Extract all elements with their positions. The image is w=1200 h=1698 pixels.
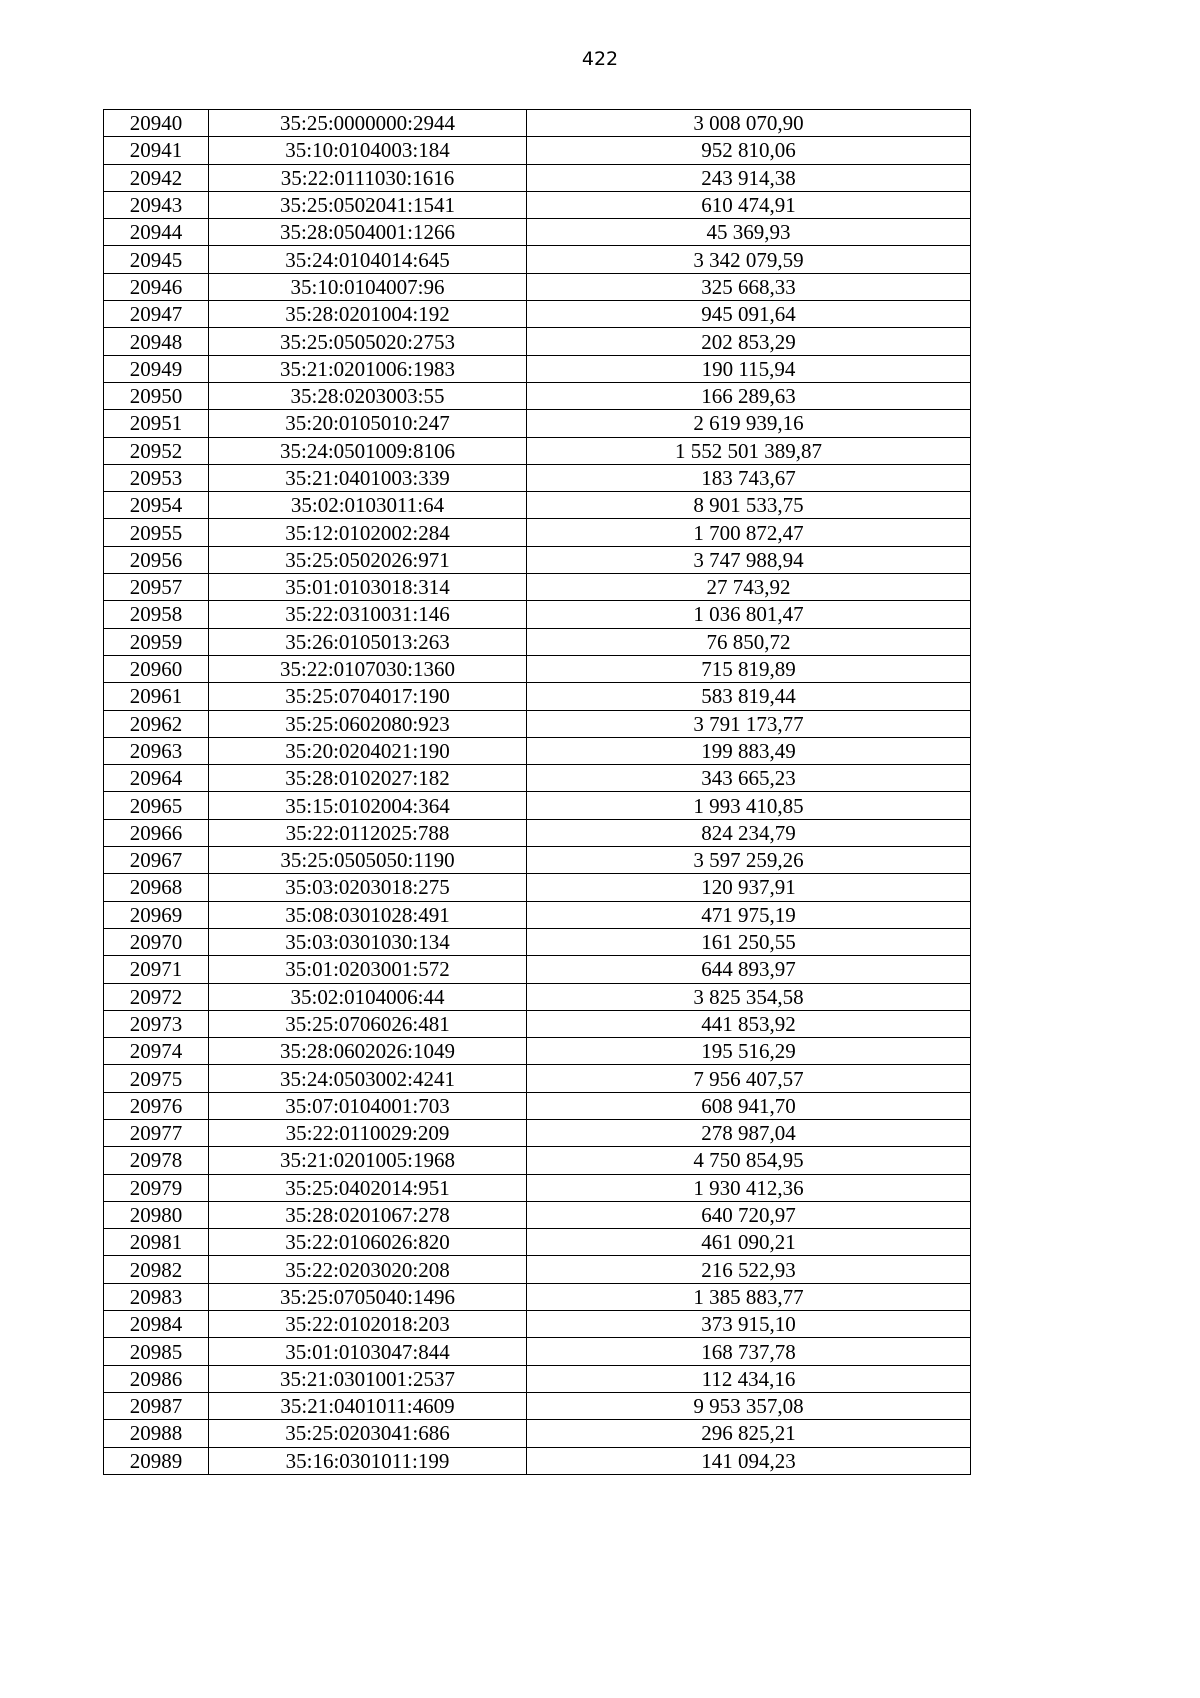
row-number-cell: 20985 — [104, 1338, 209, 1365]
table-row — [104, 1283, 971, 1310]
value-cell: 278 987,04 — [527, 1119, 971, 1146]
row-number-cell: 20963 — [104, 737, 209, 764]
row-number-cell: 20967 — [104, 847, 209, 874]
cadastral-number-cell: 35:28:0504001:1266 — [209, 219, 527, 246]
table-row — [104, 628, 971, 655]
table-row — [104, 191, 971, 218]
value-cell: 3 342 079,59 — [527, 246, 971, 273]
cadastral-number-cell: 35:10:0104007:96 — [209, 273, 527, 300]
table-row — [104, 301, 971, 328]
table-row — [104, 655, 971, 682]
row-number-cell: 20964 — [104, 765, 209, 792]
row-number-cell: 20947 — [104, 301, 209, 328]
row-number-cell: 20986 — [104, 1365, 209, 1392]
value-cell: 120 937,91 — [527, 874, 971, 901]
row-number-cell: 20984 — [104, 1311, 209, 1338]
table-row — [104, 464, 971, 491]
table-body — [104, 110, 971, 1475]
value-cell: 195 516,29 — [527, 1038, 971, 1065]
value-cell: 296 825,21 — [527, 1420, 971, 1447]
row-number-cell: 20988 — [104, 1420, 209, 1447]
cadastral-number-cell: 35:07:0104001:703 — [209, 1092, 527, 1119]
cadastral-number-cell: 35:03:0203018:275 — [209, 874, 527, 901]
cadastral-number-cell: 35:21:0401003:339 — [209, 464, 527, 491]
table-row — [104, 901, 971, 928]
value-cell: 8 901 533,75 — [527, 492, 971, 519]
cadastral-number-cell: 35:22:0107030:1360 — [209, 655, 527, 682]
cadastral-number-cell: 35:21:0201005:1968 — [209, 1147, 527, 1174]
value-cell: 112 434,16 — [527, 1365, 971, 1392]
row-number-cell: 20957 — [104, 574, 209, 601]
row-number-cell: 20979 — [104, 1174, 209, 1201]
value-cell: 1 552 501 389,87 — [527, 437, 971, 464]
row-number-cell: 20953 — [104, 464, 209, 491]
cadastral-number-cell: 35:08:0301028:491 — [209, 901, 527, 928]
cadastral-number-cell: 35:22:0310031:146 — [209, 601, 527, 628]
row-number-cell: 20962 — [104, 710, 209, 737]
value-cell: 3 747 988,94 — [527, 546, 971, 573]
row-number-cell: 20971 — [104, 956, 209, 983]
table-row — [104, 1010, 971, 1037]
row-number-cell: 20951 — [104, 410, 209, 437]
value-cell: 325 668,33 — [527, 273, 971, 300]
row-number-cell: 20961 — [104, 683, 209, 710]
cadastral-number-cell: 35:01:0203001:572 — [209, 956, 527, 983]
value-cell: 141 094,23 — [527, 1447, 971, 1474]
cadastral-number-cell: 35:22:0203020:208 — [209, 1256, 527, 1283]
cadastral-number-cell: 35:21:0301001:2537 — [209, 1365, 527, 1392]
row-number-cell: 20989 — [104, 1447, 209, 1474]
table-row — [104, 1038, 971, 1065]
table-row — [104, 792, 971, 819]
cadastral-number-cell: 35:28:0102027:182 — [209, 765, 527, 792]
cadastral-number-cell: 35:15:0102004:364 — [209, 792, 527, 819]
value-cell: 3 008 070,90 — [527, 110, 971, 137]
table-row — [104, 1065, 971, 1092]
row-number-cell: 20965 — [104, 792, 209, 819]
value-cell: 373 915,10 — [527, 1311, 971, 1338]
row-number-cell: 20952 — [104, 437, 209, 464]
table-row — [104, 273, 971, 300]
table-row — [104, 355, 971, 382]
value-cell: 471 975,19 — [527, 901, 971, 928]
table-row — [104, 246, 971, 273]
cadastral-number-cell: 35:25:0505050:1190 — [209, 847, 527, 874]
cadastral-number-cell: 35:03:0301030:134 — [209, 928, 527, 955]
cadastral-number-cell: 35:12:0102002:284 — [209, 519, 527, 546]
table-row — [104, 1092, 971, 1119]
table-row — [104, 1256, 971, 1283]
row-number-cell: 20946 — [104, 273, 209, 300]
value-cell: 76 850,72 — [527, 628, 971, 655]
cadastral-number-cell: 35:22:0110029:209 — [209, 1119, 527, 1146]
table-row — [104, 928, 971, 955]
row-number-cell: 20973 — [104, 1010, 209, 1037]
value-cell: 1 993 410,85 — [527, 792, 971, 819]
value-cell: 952 810,06 — [527, 137, 971, 164]
row-number-cell: 20943 — [104, 191, 209, 218]
row-number-cell: 20987 — [104, 1392, 209, 1419]
cadastral-number-cell: 35:10:0104003:184 — [209, 137, 527, 164]
row-number-cell: 20954 — [104, 492, 209, 519]
cadastral-number-cell: 35:21:0201006:1983 — [209, 355, 527, 382]
table-row — [104, 410, 971, 437]
row-number-cell: 20950 — [104, 382, 209, 409]
table-row — [104, 1338, 971, 1365]
cadastral-number-cell: 35:02:0104006:44 — [209, 983, 527, 1010]
table-row — [104, 1311, 971, 1338]
cadastral-number-cell: 35:28:0203003:55 — [209, 382, 527, 409]
row-number-cell: 20949 — [104, 355, 209, 382]
row-number-cell: 20980 — [104, 1201, 209, 1228]
row-number-cell: 20975 — [104, 1065, 209, 1092]
value-cell: 1 036 801,47 — [527, 601, 971, 628]
value-cell: 7 956 407,57 — [527, 1065, 971, 1092]
row-number-cell: 20970 — [104, 928, 209, 955]
table-row — [104, 164, 971, 191]
value-cell: 824 234,79 — [527, 819, 971, 846]
cadastral-number-cell: 35:01:0103047:844 — [209, 1338, 527, 1365]
table-row — [104, 1447, 971, 1474]
cadastral-number-cell: 35:24:0503002:4241 — [209, 1065, 527, 1092]
table-row — [104, 874, 971, 901]
value-cell: 640 720,97 — [527, 1201, 971, 1228]
row-number-cell: 20958 — [104, 601, 209, 628]
table-row — [104, 1119, 971, 1146]
cadastral-number-cell: 35:22:0102018:203 — [209, 1311, 527, 1338]
table-row — [104, 737, 971, 764]
table-row — [104, 601, 971, 628]
value-cell: 3 825 354,58 — [527, 983, 971, 1010]
value-cell: 608 941,70 — [527, 1092, 971, 1119]
value-cell: 583 819,44 — [527, 683, 971, 710]
value-cell: 168 737,78 — [527, 1338, 971, 1365]
row-number-cell: 20982 — [104, 1256, 209, 1283]
value-cell: 199 883,49 — [527, 737, 971, 764]
table-row — [104, 1392, 971, 1419]
row-number-cell: 20956 — [104, 546, 209, 573]
cadastral-number-cell: 35:16:0301011:199 — [209, 1447, 527, 1474]
row-number-cell: 20983 — [104, 1283, 209, 1310]
value-cell: 945 091,64 — [527, 301, 971, 328]
value-cell: 183 743,67 — [527, 464, 971, 491]
cadastral-number-cell: 35:21:0401011:4609 — [209, 1392, 527, 1419]
cadastral-number-cell: 35:22:0112025:788 — [209, 819, 527, 846]
table-row — [104, 546, 971, 573]
cadastral-number-cell: 35:22:0106026:820 — [209, 1229, 527, 1256]
table-row — [104, 574, 971, 601]
cadastral-number-cell: 35:25:0502026:971 — [209, 546, 527, 573]
value-cell: 441 853,92 — [527, 1010, 971, 1037]
cadastral-number-cell: 35:25:0602080:923 — [209, 710, 527, 737]
value-cell: 4 750 854,95 — [527, 1147, 971, 1174]
row-number-cell: 20960 — [104, 655, 209, 682]
table-row — [104, 492, 971, 519]
cadastral-number-cell: 35:01:0103018:314 — [209, 574, 527, 601]
cadastral-number-cell: 35:28:0201004:192 — [209, 301, 527, 328]
value-cell: 3 597 259,26 — [527, 847, 971, 874]
row-number-cell: 20981 — [104, 1229, 209, 1256]
cadastral-number-cell: 35:20:0105010:247 — [209, 410, 527, 437]
value-cell: 166 289,63 — [527, 382, 971, 409]
cadastral-number-cell: 35:26:0105013:263 — [209, 628, 527, 655]
table-row — [104, 683, 971, 710]
table-row — [104, 1147, 971, 1174]
value-cell: 216 522,93 — [527, 1256, 971, 1283]
row-number-cell: 20968 — [104, 874, 209, 901]
row-number-cell: 20976 — [104, 1092, 209, 1119]
cadastral-number-cell: 35:25:0502041:1541 — [209, 191, 527, 218]
row-number-cell: 20969 — [104, 901, 209, 928]
value-cell: 343 665,23 — [527, 765, 971, 792]
page-number: 422 — [581, 48, 619, 70]
table-row — [104, 137, 971, 164]
table-row — [104, 847, 971, 874]
table-row — [104, 382, 971, 409]
cadastral-number-cell: 35:25:0402014:951 — [209, 1174, 527, 1201]
table-row — [104, 710, 971, 737]
row-number-cell: 20977 — [104, 1119, 209, 1146]
row-number-cell: 20955 — [104, 519, 209, 546]
table-row — [104, 1201, 971, 1228]
row-number-cell: 20974 — [104, 1038, 209, 1065]
row-number-cell: 20944 — [104, 219, 209, 246]
cadastral-number-cell: 35:20:0204021:190 — [209, 737, 527, 764]
cadastral-number-cell: 35:22:0111030:1616 — [209, 164, 527, 191]
cadastral-number-cell: 35:02:0103011:64 — [209, 492, 527, 519]
table-row — [104, 765, 971, 792]
value-cell: 461 090,21 — [527, 1229, 971, 1256]
cadastral-number-cell: 35:25:0000000:2944 — [209, 110, 527, 137]
value-cell: 202 853,29 — [527, 328, 971, 355]
value-cell: 161 250,55 — [527, 928, 971, 955]
registry-table — [103, 109, 971, 1475]
row-number-cell: 20940 — [104, 110, 209, 137]
cadastral-number-cell: 35:24:0501009:8106 — [209, 437, 527, 464]
table-row — [104, 1229, 971, 1256]
table-row — [104, 110, 971, 137]
table-row — [104, 1420, 971, 1447]
table-row — [104, 437, 971, 464]
row-number-cell: 20966 — [104, 819, 209, 846]
row-number-cell: 20972 — [104, 983, 209, 1010]
row-number-cell: 20945 — [104, 246, 209, 273]
value-cell: 27 743,92 — [527, 574, 971, 601]
row-number-cell: 20978 — [104, 1147, 209, 1174]
value-cell: 2 619 939,16 — [527, 410, 971, 437]
value-cell: 190 115,94 — [527, 355, 971, 382]
value-cell: 1 385 883,77 — [527, 1283, 971, 1310]
row-number-cell: 20942 — [104, 164, 209, 191]
cadastral-number-cell: 35:25:0704017:190 — [209, 683, 527, 710]
row-number-cell: 20948 — [104, 328, 209, 355]
value-cell: 715 819,89 — [527, 655, 971, 682]
cadastral-number-cell: 35:25:0203041:686 — [209, 1420, 527, 1447]
cadastral-number-cell: 35:28:0602026:1049 — [209, 1038, 527, 1065]
cadastral-number-cell: 35:25:0706026:481 — [209, 1010, 527, 1037]
table-row — [104, 956, 971, 983]
cadastral-number-cell: 35:24:0104014:645 — [209, 246, 527, 273]
table-row — [104, 328, 971, 355]
cadastral-number-cell: 35:25:0705040:1496 — [209, 1283, 527, 1310]
table-row — [104, 1174, 971, 1201]
cadastral-number-cell: 35:28:0201067:278 — [209, 1201, 527, 1228]
value-cell: 1 930 412,36 — [527, 1174, 971, 1201]
row-number-cell: 20941 — [104, 137, 209, 164]
value-cell: 9 953 357,08 — [527, 1392, 971, 1419]
value-cell: 1 700 872,47 — [527, 519, 971, 546]
cadastral-number-cell: 35:25:0505020:2753 — [209, 328, 527, 355]
table-row — [104, 819, 971, 846]
table-row — [104, 1365, 971, 1392]
row-number-cell: 20959 — [104, 628, 209, 655]
table-row — [104, 219, 971, 246]
table-row — [104, 983, 971, 1010]
table-row — [104, 519, 971, 546]
value-cell: 45 369,93 — [527, 219, 971, 246]
value-cell: 243 914,38 — [527, 164, 971, 191]
value-cell: 3 791 173,77 — [527, 710, 971, 737]
value-cell: 610 474,91 — [527, 191, 971, 218]
value-cell: 644 893,97 — [527, 956, 971, 983]
